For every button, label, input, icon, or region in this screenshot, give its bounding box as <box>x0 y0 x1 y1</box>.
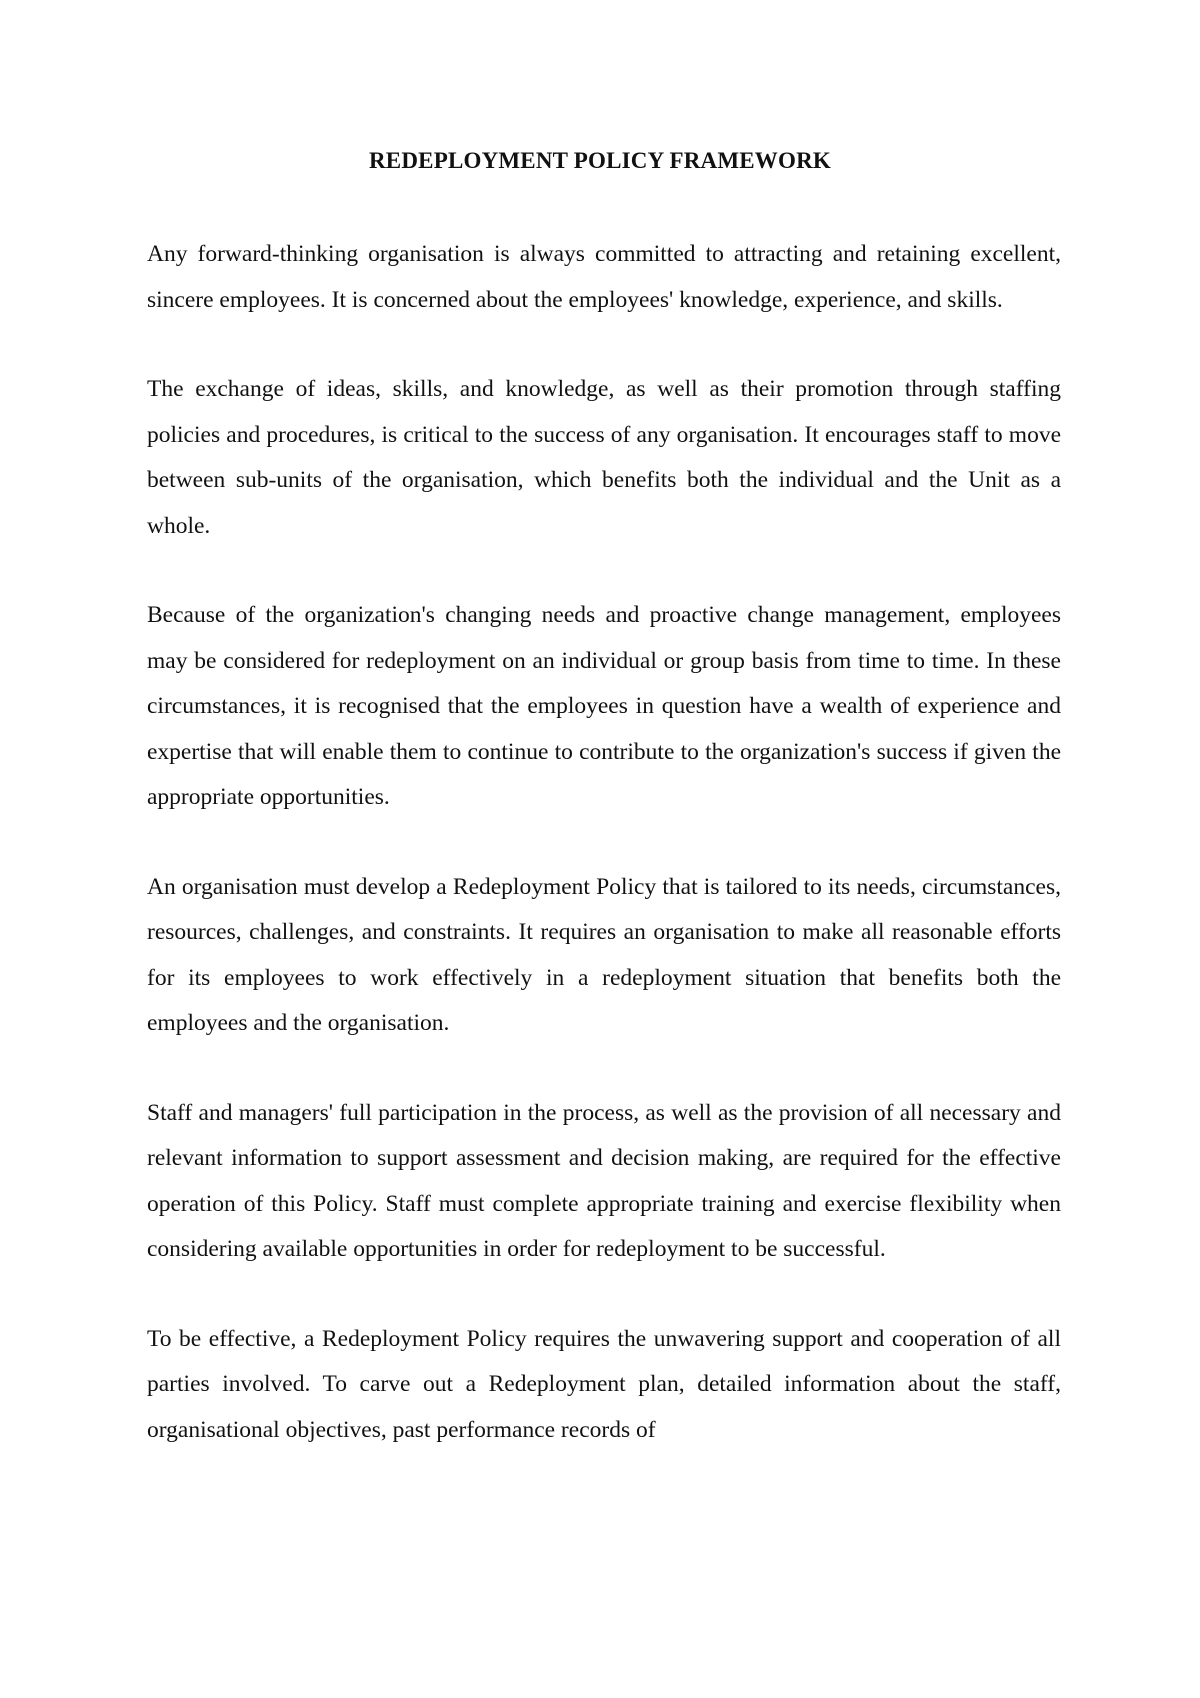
paragraph-participation: Staff and managers' full participation in the process, as well as the provision of all necessary and relevant information to support assessment and decision making, are required for the effective operation of this Policy. Staff must complete appropriate training and exercise flexibility when considering available opportunities in order for redeployment to be successful. <box>147 1099 1061 1262</box>
document-title: REDEPLOYMENT POLICY FRAMEWORK <box>369 148 831 173</box>
paragraph-exchange-of-ideas: The exchange of ideas, skills, and knowledge, as well as their promotion through staffing policies and procedures, is critical to the success of any organisation. It encourages staff to move between sub-units of the organisation, which benefits both the individual and the Unit as a whole. <box>147 376 1061 539</box>
paragraph-policy-development: An organisation must develop a Redeployment Policy that is tailored to its needs, circumstances, resources, challenges, and constraints. It requires an organisation to make all reasonable efforts for its employees to work effectively in a redeployment situation that benefits both the employees and the organisation. <box>147 873 1061 1036</box>
paragraph-changing-needs: Because of the organization's changing needs and proactive change management, employees may be considered for redeployment on an individual or group basis from time to time. In these circumstances, it is recognised that the employees in question have a wealth of experience and expertise that will enable them to continue to contribute to the organization's success if given the appropriate opportunities. <box>147 602 1061 810</box>
paragraph-support-cooperation: To be effective, a Redeployment Policy requires the unwavering support and cooperation of all parties involved. To carve out a Redeployment plan, detailed information about the staff, organisational objectives, past performance records of <box>147 1325 1061 1443</box>
document-body <box>147 232 1061 1497</box>
paragraph-intro: Any forward-thinking organisation is always committed to attracting and retaining excellent, sincere employees. It is concerned about the employees' knowledge, experience, and skills. <box>147 241 1061 313</box>
